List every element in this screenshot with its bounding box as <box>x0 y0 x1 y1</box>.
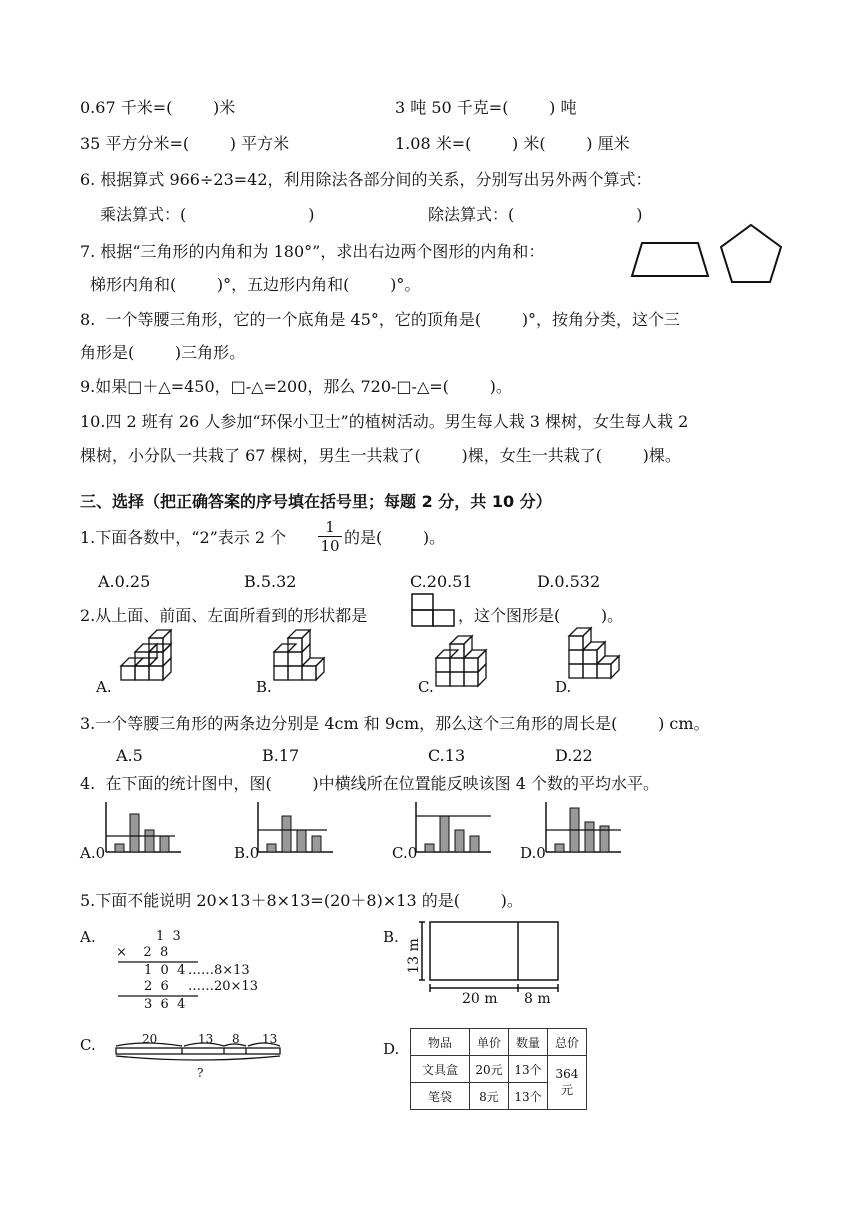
vertical-calc-note1: ……8×13 <box>188 963 250 978</box>
fraction-numerator: 1 <box>318 518 342 537</box>
q10-text-a: 10.四 2 班有 26 人参加“环保小卫士”的植树活动。男生每人栽 3 棵树，女生每人栽 2 <box>80 412 689 431</box>
table-row <box>411 1056 587 1083</box>
table-header-cell: 总价 <box>548 1029 587 1056</box>
q6-multiplication: 乘法算式：( ) <box>100 205 315 224</box>
bar-chart-c <box>413 800 493 856</box>
vertical-calc-row5: 3 6 4 <box>144 997 186 1012</box>
q10-text-b: 棵树，小分队一共栽了 67 棵树，男生一共栽了( )棵，女生一共栽了( )棵。 <box>80 446 681 465</box>
q9-text: 9.如果□＋△=450，□-△=200，那么 720-□-△=( )。 <box>80 377 512 396</box>
q5-line2-left: 35 平方分米=( ) 平方米 <box>80 134 290 153</box>
s3-q1-option-a: A.0.25 <box>98 572 151 591</box>
table-cell: 20元 <box>470 1056 509 1083</box>
s3-q1-pre: 1.下面各数中，“2”表示 2 个 <box>80 528 287 547</box>
table-cell-total: 364元 <box>548 1056 587 1110</box>
s3-q2-pre: 2.从上面、前面、左面所看到的形状都是 <box>80 606 368 625</box>
table-cell: 文具盒 <box>411 1056 470 1083</box>
s3-q2-label-d: D. <box>555 678 572 696</box>
s3-q1-option-c: C.20.51 <box>410 572 473 591</box>
section3-heading: 三、选择（把正确答案的序号填在括号里；每题 2 分，共 10 分） <box>80 492 552 511</box>
s3-q2-label-c: C. <box>418 678 434 696</box>
s3-q3-option-a: A.5 <box>116 746 143 765</box>
s3-q5-label-a: A. <box>80 928 96 946</box>
table-row <box>411 1029 587 1056</box>
s3-q1-option-b: B.5.32 <box>244 572 297 591</box>
s3-q1-option-d: D.0.532 <box>537 572 601 591</box>
rect-width1-label: 20 m <box>462 991 498 1007</box>
s3-q3-option-d: D.22 <box>555 746 593 765</box>
s3-q4-label-b: B.0 <box>234 844 260 862</box>
q6-text: 6. 根据算式 966÷23=42，利用除法各部分间的关系，分别写出另外两个算式： <box>80 170 652 189</box>
segment-label-13b: 13 <box>262 1032 278 1046</box>
vertical-calc-row2: × 2 8 <box>116 945 169 960</box>
vertical-calc-row3: 1 0 4 <box>144 963 186 978</box>
segment-label-20: 20 <box>142 1032 158 1046</box>
table-header-cell: 物品 <box>411 1029 470 1056</box>
table-header-cell: 数量 <box>509 1029 548 1056</box>
bar-chart-b <box>255 800 335 856</box>
q5-line2-right: 1.08 米=( ) 米( ) 厘米 <box>395 134 630 153</box>
cube-figure-c <box>430 630 510 692</box>
s3-q3-option-c: C.13 <box>428 746 466 765</box>
s3-q2-label-a: A. <box>96 678 112 696</box>
table-header-cell: 单价 <box>470 1029 509 1056</box>
pentagon-shape <box>718 223 784 285</box>
fraction-denominator: 10 <box>320 537 340 555</box>
cube-figure-a <box>115 630 195 692</box>
table-cell: 8元 <box>470 1083 509 1110</box>
q6-division: 除法算式：( ) <box>428 205 643 224</box>
s3-q5-label-b: B. <box>383 928 399 946</box>
segment-label-13a: 13 <box>198 1032 214 1046</box>
s3-q4-text: 4. 在下面的统计图中，图( )中横线所在位置能反映该图 4 个数的平均水平。 <box>80 774 659 793</box>
table-cell: 13个 <box>509 1083 548 1110</box>
segment-question-mark: ? <box>197 1066 204 1080</box>
three-square-view-icon <box>410 592 456 628</box>
q8-text-a: 8. 一个等腰三角形，它的一个底角是 45°，它的顶角是( )°，按角分类，这个三 <box>80 310 681 329</box>
trapezoid-shape <box>630 240 710 280</box>
q5-line1-right: 3 吨 50 千克=( ) 吨 <box>395 98 577 117</box>
segment-label-8: 8 <box>232 1032 240 1046</box>
q8-text-b: 角形是( )三角形。 <box>80 343 246 362</box>
vertical-calc-row4: 2 6 <box>144 979 169 994</box>
cube-figure-b <box>268 630 338 692</box>
s3-q5-label-c: C. <box>80 1036 96 1054</box>
table-cell: 笔袋 <box>411 1083 470 1110</box>
rect-width2-label: 8 m <box>524 991 551 1007</box>
cube-figure-d <box>565 626 645 692</box>
s3-q5-label-d: D. <box>383 1040 400 1058</box>
bar-chart-a <box>103 800 183 856</box>
q7-text-b: 梯形内角和( )°，五边形内角和( )°。 <box>90 275 421 294</box>
vertical-calc-note2: ……20×13 <box>188 979 258 994</box>
q7-text-a: 7. 根据“三角形的内角和为 180°”，求出右边两个图形的内角和： <box>80 242 545 261</box>
bar-chart-d <box>543 800 623 856</box>
s3-q2-label-b: B. <box>256 678 272 696</box>
s3-q1-fraction <box>318 518 342 555</box>
s3-q3-text: 3.一个等腰三角形的两条边分别是 4cm 和 9cm，那么这个三角形的周长是( ) cm。 <box>80 714 710 733</box>
table-cell: 13个 <box>509 1056 548 1083</box>
s3-q4-label-a: A.0 <box>80 844 106 862</box>
s3-q4-label-d: D.0 <box>520 844 546 862</box>
q5-line1-left: 0.67 千米=( )米 <box>80 98 236 117</box>
vertical-calc-row1: 1 3 <box>156 929 181 944</box>
s3-q4-label-c: C.0 <box>392 844 418 862</box>
rect-side-label: 13 m <box>405 938 422 974</box>
price-table <box>410 1028 587 1110</box>
s3-q1-post: 的是( )。 <box>344 528 446 547</box>
s3-q5-text: 5.下面不能说明 20×13＋8×13=(20＋8)×13 的是( )。 <box>80 891 523 910</box>
s3-q3-option-b: B.17 <box>262 746 300 765</box>
s3-q2-post: ，这个图形是( )。 <box>458 606 624 625</box>
